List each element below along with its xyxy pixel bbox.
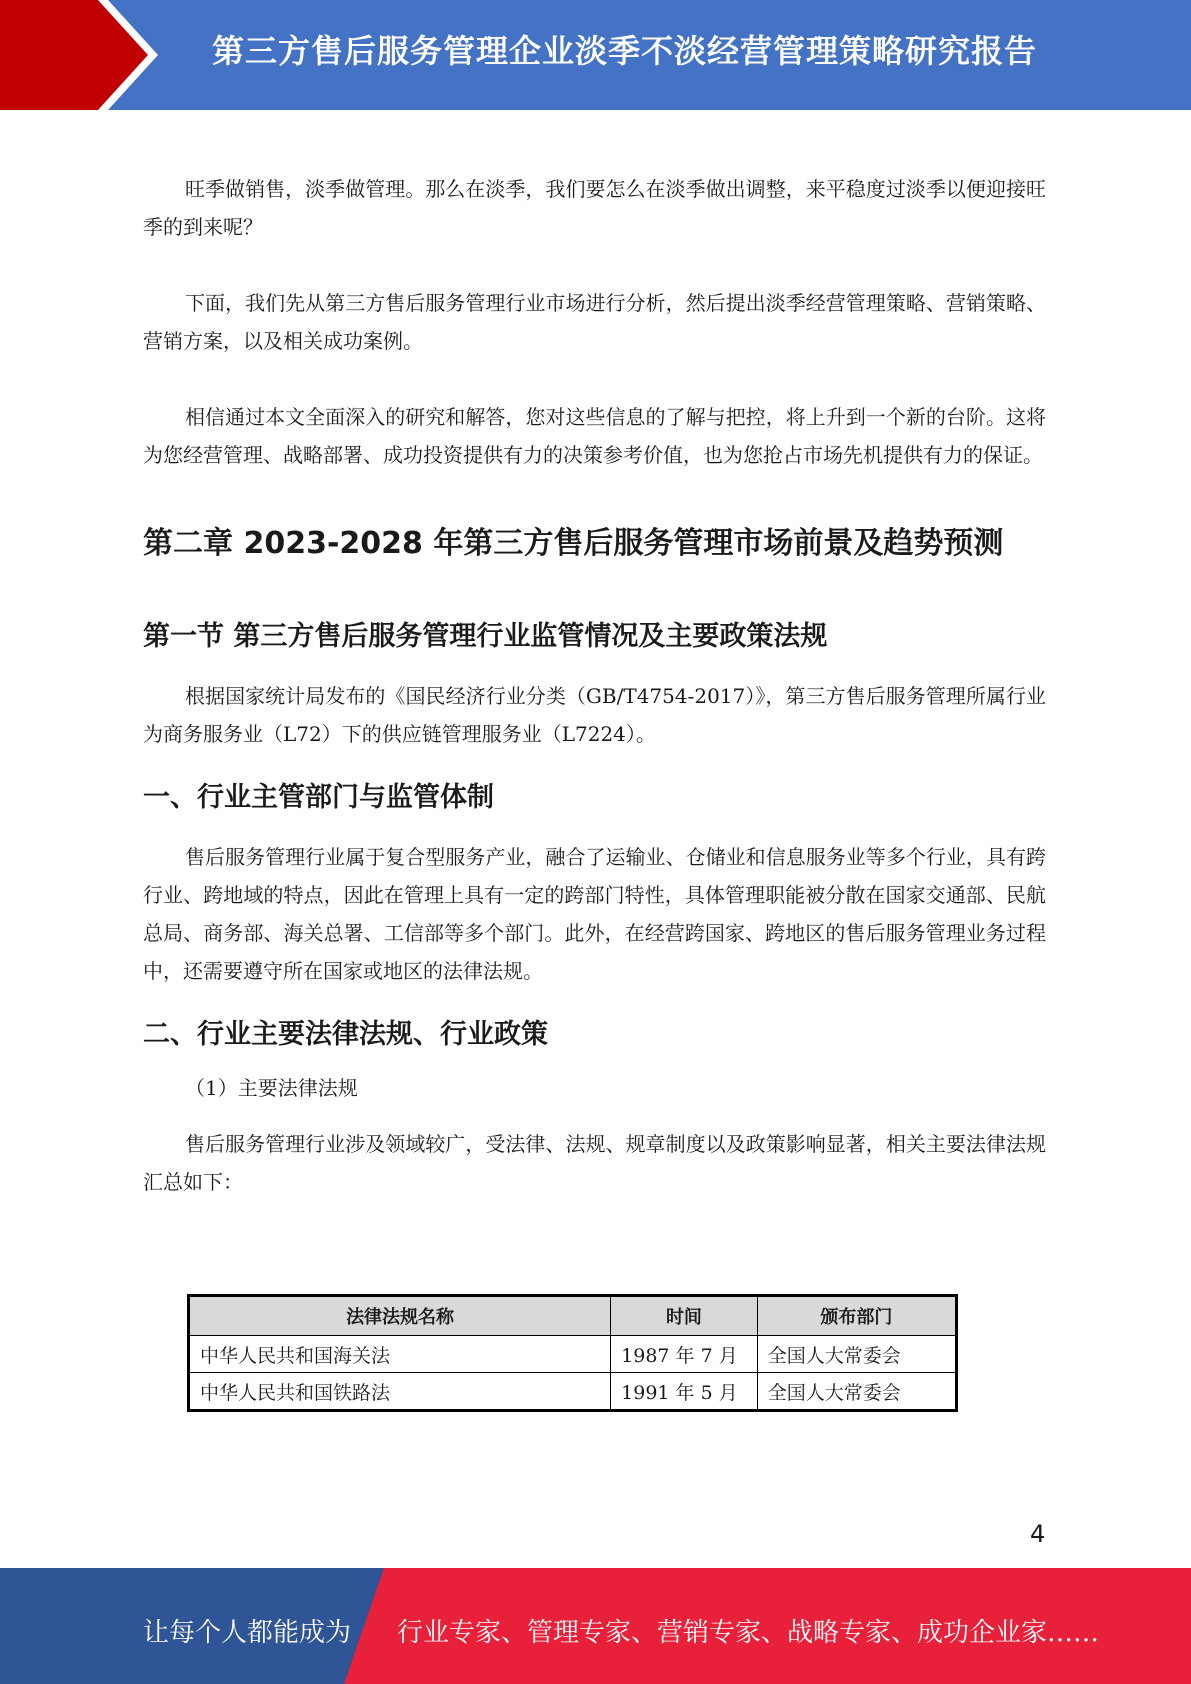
footer-slogan-right: 行业专家、管理专家、营销专家、战略专家、成功企业家…… [397,1618,1100,1648]
table-cell: 中华人民共和国海关法 [189,1336,611,1373]
list-item-laws: （1）主要法律法规 [185,1076,358,1100]
column-header: 时间 [611,1296,758,1336]
laws-table [187,1294,958,1412]
footer-slogan-left: 让每个人都能成为 [143,1618,352,1648]
subsection-paragraph-1: 售后服务管理行业属于复合型服务产业，融合了运输业、仓储业和信息服务业等多个行业，具有跨行业、跨地域的特点，因此在管理上具有一定的跨部门特性，具体管理职能被分散在国家交通部、民航总局、商务部、海关总署、工信部等多个部门。此外，在经营跨国家、跨地区的售后服务管理业务过程中，还需要遵守所在国家或地区的法律法规。 [143,845,1046,983]
page-footer [0,1568,1191,1684]
column-header: 颁布部门 [757,1296,956,1336]
table-cell: 中华人民共和国铁路法 [189,1373,611,1411]
table-cell: 全国人大常委会 [757,1373,956,1411]
table-row [189,1336,957,1373]
subsection-title-1: 一、行业主管部门与监管体制 [143,782,494,813]
table-row [189,1373,957,1411]
page-header [0,0,1191,110]
section-paragraph: 根据国家统计局发布的《国民经济行业分类（GB/T4754-2017）》，第三方售后服务管理所属行业为商务服务业（L72）下的供应链管理服务业（L7224）。 [143,684,1046,746]
page-number: 4 [1030,1520,1046,1548]
intro-paragraph-3: 相信通过本文全面深入的研究和解答，您对这些信息的了解与把控，将上升到一个新的台阶。这将为您经营管理、战略部署、成功投资提供有力的决策参考价值，也为您抢占市场先机提供有力的保证。 [143,405,1046,467]
table-header-row [189,1296,957,1336]
table-cell: 1991 年 5 月 [611,1373,758,1411]
document-body [143,170,1046,1201]
column-header: 法律法规名称 [189,1296,611,1336]
header-title: 第三方售后服务管理企业淡季不淡经营管理策略研究报告 [212,32,1038,70]
subsection-paragraph-2: 售后服务管理行业涉及领域较广，受法律、法规、规章制度以及政策影响显著，相关主要法律法规汇总如下： [143,1132,1046,1194]
chapter-title: 第二章 2023-2028 年第三方售后服务管理市场前景及趋势预测 [143,526,1004,561]
subsection-title-2: 二、行业主要法律法规、行业政策 [143,1019,548,1050]
table-cell: 全国人大常委会 [757,1336,956,1373]
table-cell: 1987 年 7 月 [611,1336,758,1373]
intro-paragraph-1: 旺季做销售，淡季做管理。那么在淡季，我们要怎么在淡季做出调整，来平稳度过淡季以便迎接旺季的到来呢？ [143,177,1046,239]
intro-paragraph-2: 下面，我们先从第三方售后服务管理行业市场进行分析，然后提出淡季经营管理策略、营销策略、营销方案，以及相关成功案例。 [143,291,1046,353]
section-title: 第一节 第三方售后服务管理行业监管情况及主要政策法规 [143,621,828,652]
